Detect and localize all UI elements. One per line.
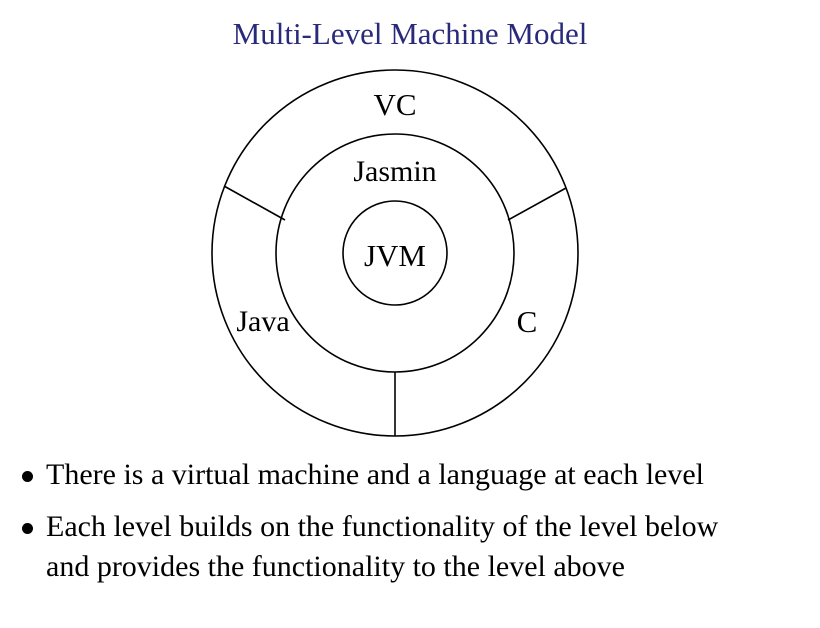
bullet-item — [0, 507, 820, 587]
bullet-item — [0, 455, 820, 495]
bullet-dot-icon — [22, 471, 33, 482]
bullet-list — [0, 455, 820, 599]
label-jasmin: Jasmin — [353, 155, 437, 188]
label-java: Java — [236, 305, 290, 338]
bullet-text-line1: Each level builds on the functionality of the level below — [46, 510, 719, 543]
slide-title: Multi-Level Machine Model — [232, 16, 588, 51]
divider-right — [508, 188, 566, 220]
label-jvm: JVM — [363, 238, 427, 273]
bullet-dot-icon — [22, 523, 33, 534]
label-c: C — [516, 304, 538, 339]
divider-left — [224, 186, 285, 220]
bullet-text-line2: and provides the functionality to the level above — [46, 550, 625, 583]
bullet-text: There is a virtual machine and a language at each level — [46, 458, 705, 491]
label-vc: VC — [373, 87, 417, 122]
